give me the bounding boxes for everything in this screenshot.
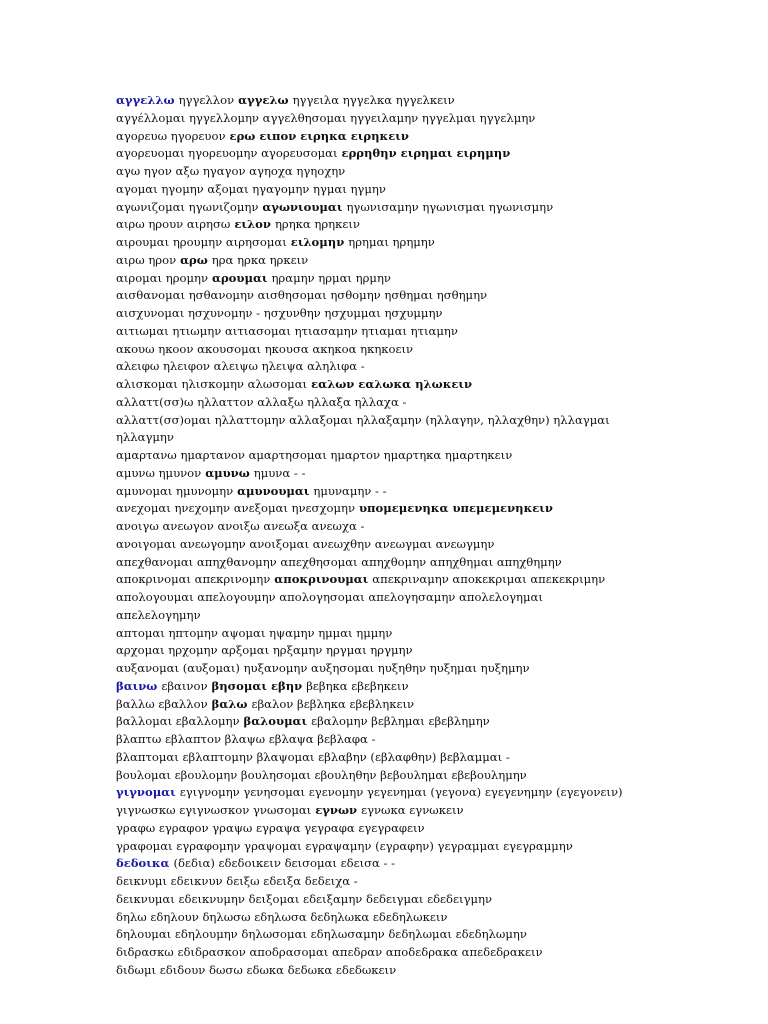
bold-form: αρουμαι — [212, 270, 268, 285]
verb-entry-line — [116, 110, 746, 128]
verb-entry-line — [116, 625, 746, 643]
verb-form-text: βουλομαι εβουλομην βουλησομαι εβουληθην βεβουλημαι εβεβουλημην — [116, 767, 527, 782]
verb-form-text: αγομαι ηγομην αξομαι ηγαγομην ηγμαι ηγμην — [116, 181, 386, 196]
verb-form-text: ηγγειλα ηγγελκα ηγγελκειν — [292, 93, 455, 107]
verb-entry-line — [116, 500, 746, 518]
verb-entry-line — [116, 696, 746, 714]
verb-form-text: αρχομαι ηρχομην αρξομαι ηρξαμην ηργμαι ηργμην — [116, 643, 413, 658]
bold-form: αρω — [180, 252, 208, 267]
bold-form: βησομαι εβην — [211, 678, 303, 693]
verb-entry-line — [116, 642, 746, 660]
verb-form-text: αισθανομαι ησθανομην αισθησομαι ησθομην ησθημαι ησθημην — [116, 288, 488, 303]
verb-form-text: εβαινον — [161, 678, 208, 693]
verb-entry-line — [116, 571, 746, 589]
verb-entry-line — [116, 145, 746, 163]
verb-form-text: αγορευομαι ηγορευομην αγορευσομαι — [116, 146, 338, 161]
verb-form-text: βαλλομαι εβαλλομην — [116, 714, 240, 729]
verb-entry-line — [116, 802, 746, 820]
verb-form-text: αμυνω ημυνον — [116, 465, 202, 480]
verb-entry-line — [116, 554, 746, 572]
bold-form: ειλομην — [290, 235, 345, 249]
verb-entry-line — [116, 341, 746, 359]
verb-entry-line — [116, 234, 746, 252]
verb-form-text: ακουω ηκοον ακουσομαι ηκουσα ακηκοα ηκηκοειν — [116, 341, 414, 356]
verb-form-text: απεκριναμην αποκεκριμαι απεκεκριμην — [372, 572, 606, 587]
headword-link[interactable]: βαινω — [116, 678, 158, 693]
bold-form: αγγελω — [238, 93, 289, 107]
verb-form-text: αγωνιζομαι ηγωνιζομην — [116, 199, 259, 214]
verb-principal-parts-list — [116, 92, 746, 980]
verb-entry-line — [116, 376, 746, 394]
verb-form-text: αγγέλλομαι ηγγελλομην αγγελθησομαι ηγγειλαμην ηγγελμαι ηγγελμην — [116, 110, 536, 125]
verb-entry-line — [116, 394, 746, 412]
verb-form-text: γιγνωσκω εγιγνωσκον γνωσομαι — [116, 803, 312, 817]
verb-entry-line — [116, 713, 746, 731]
verb-form-text: αποκρινομαι απεκρινομην — [116, 572, 271, 587]
verb-form-text: αισχυνομαι ησχυνομην - ησχυνθην ησχυμμαι ησχυμμην — [116, 306, 443, 320]
verb-form-text: διδρασκω εδιδρασκον αποδρασομαι απεδραν αποδεδρακα απεδεδρακειν — [116, 945, 543, 959]
verb-entry-line — [116, 678, 746, 696]
verb-entry-line — [116, 891, 746, 909]
verb-entry-line — [116, 128, 746, 146]
bold-form: εαλων εαλωκα ηλωκειν — [311, 377, 473, 391]
verb-form-text: εγιγνομην γενησομαι εγενομην γεγενημαι (γεγονα) εγεγενημην (εγεγονειν) — [179, 785, 623, 800]
verb-form-text: απελελογημην — [116, 607, 201, 622]
verb-form-text: ηρηκα ηρηκειν — [274, 217, 360, 232]
verb-form-text: βλαπτομαι εβλαπτομην βλαψομαι εβλαβην (εβλαφθην) βεβλαμμαι - — [116, 749, 510, 764]
verb-form-text: ηρημαι ηρημην — [348, 235, 435, 249]
verb-form-text: απτομαι ηπτομην αψομαι ηψαμην ημμαι ημμην — [116, 625, 393, 640]
verb-entry-line — [116, 962, 746, 980]
bold-form: ειλον — [234, 217, 271, 232]
verb-form-text: εβαλον βεβληκα εβεβληκειν — [251, 696, 415, 711]
verb-form-text: ηλλαγμην — [116, 430, 174, 445]
verb-entry-line — [116, 252, 746, 270]
verb-entry-line — [116, 199, 746, 217]
verb-entry-line — [116, 838, 746, 856]
bold-form: αγωνιουμαι — [262, 199, 343, 214]
verb-form-text: δηλω εδηλουν δηλωσω εδηλωσα δεδηλωκα εδεδηλωκειν — [116, 909, 448, 924]
verb-form-text: γραφω εγραφον γραψω εγραψα γεγραφα εγεγραφειν — [116, 820, 425, 835]
verb-entry-line — [116, 660, 746, 678]
bold-form: αποκρινουμαι — [274, 572, 369, 587]
verb-form-text: δηλουμαι εδηλουμην δηλωσομαι εδηλωσαμην δεδηλωμαι εδεδηλωμην — [116, 927, 527, 942]
verb-entry-line — [116, 909, 746, 927]
verb-entry-line — [116, 589, 746, 607]
bold-form: αμυνω — [205, 465, 250, 480]
verb-form-text: απολογουμαι απελογουμην απολογησομαι απελογησαμην απολελογημαι — [116, 590, 543, 604]
verb-form-text: ημυνα - - — [253, 465, 306, 480]
verb-form-text: ηραμην ηρμαι ηρμην — [271, 270, 391, 285]
verb-form-text: αυξανομαι (αυξομαι) ηυξανομην αυξησομαι ηυξηθην ηυξημαι ηυξημην — [116, 661, 530, 675]
verb-entry-line — [116, 181, 746, 199]
bold-form: βαλουμαι — [243, 714, 308, 729]
verb-entry-line — [116, 607, 746, 625]
verb-entry-line — [116, 270, 746, 288]
verb-form-text: αιρουμαι ηρουμην αιρησομαι — [116, 235, 287, 249]
verb-entry-line — [116, 163, 746, 181]
verb-form-text: βλαπτω εβλαπτον βλαψω εβλαψα βεβλαφα - — [116, 732, 376, 746]
verb-form-text: ηγωνισαμην ηγωνισμαι ηγωνισμην — [346, 199, 554, 214]
verb-entry-line — [116, 429, 746, 447]
bold-form: υπομεμενηκα υπεμεμενηκειν — [359, 501, 553, 516]
verb-form-text: βαλλω εβαλλον — [116, 696, 208, 711]
verb-entry-line — [116, 518, 746, 536]
verb-form-text: γραφομαι εγραφομην γραψομαι εγραψαμην (εγραφην) γεγραμμαι εγεγραμμην — [116, 838, 573, 853]
verb-form-text: αιτιωμαι ητιωμην αιτιασομαι ητιασαμην ητιαμαι ητιαμην — [116, 323, 458, 338]
verb-entry-line — [116, 465, 746, 483]
verb-entry-line — [116, 784, 746, 802]
verb-entry-line — [116, 92, 746, 110]
verb-entry-line — [116, 305, 746, 323]
verb-form-text: εγνωκα εγνωκειν — [361, 803, 464, 817]
bold-form: βαλω — [211, 696, 248, 711]
verb-form-text: αμαρτανω ημαρτανον αμαρτησομαι ημαρτον ημαρτηκα ημαρτηκειν — [116, 448, 513, 462]
verb-entry-line — [116, 287, 746, 305]
verb-form-text: αμυνομαι ημυνομην — [116, 483, 234, 498]
verb-form-text: εβαλομην βεβλημαι εβεβλημην — [311, 714, 490, 729]
verb-form-text: διδωμι εδιδουν δωσω εδωκα δεδωκα εδεδωκειν — [116, 962, 397, 977]
verb-form-text: αλλαττ(σσ)ομαι ηλλαττομην αλλαξομαι ηλλαξαμην (ηλλαγην, ηλλαχθην) ηλλαγμαι — [116, 412, 610, 427]
verb-form-text: δεικνυμαι εδεικνυμην δειξομαι εδειξαμην δεδειγμαι εδεδειγμην — [116, 891, 493, 906]
verb-entry-line — [116, 483, 746, 501]
headword-link[interactable]: αγγελλω — [116, 93, 175, 107]
verb-entry-line — [116, 447, 746, 465]
headword-link[interactable]: γιγνομαι — [116, 785, 176, 800]
verb-form-text: αγω ηγον αξω ηγαγον αγηοχα ηγηοχην — [116, 164, 346, 178]
verb-form-text: αλλαττ(σσ)ω ηλλαττον αλλαξω ηλλαξα ηλλαχα - — [116, 394, 407, 409]
verb-entry-line — [116, 926, 746, 944]
verb-form-text: ηγγελλον — [178, 93, 235, 107]
verb-form-text: ημυναμην - - — [313, 483, 387, 498]
verb-form-text: δεικνυμι εδεικνυν δειξω εδειξα δεδειχα - — [116, 874, 358, 888]
verb-entry-line — [116, 358, 746, 376]
verb-entry-line — [116, 767, 746, 785]
verb-form-text: ανοιγομαι ανεωγομην ανοιξομαι ανεωχθην ανεωγμαι ανεωγμην — [116, 536, 495, 551]
verb-form-text: αλειφω ηλειφον αλειψω ηλειψα αληλιφα - — [116, 359, 365, 374]
verb-entry-line — [116, 216, 746, 234]
headword-link[interactable]: δεδοικα — [116, 856, 170, 871]
bold-form: εγνων — [315, 803, 358, 817]
verb-form-text: ηρα ηρκα ηρκειν — [211, 252, 309, 267]
verb-entry-line — [116, 820, 746, 838]
verb-entry-line — [116, 855, 746, 873]
verb-form-text: ανεχομαι ηνεχομην ανεξομαι ηνεσχομην — [116, 501, 355, 516]
bold-form: ερω ειπον ειρηκα ειρηκειν — [229, 128, 409, 143]
verb-form-text: αιρω ηρον — [116, 252, 177, 267]
verb-entry-line — [116, 323, 746, 341]
verb-form-text: αλισκομαι ηλισκομην αλωσομαι — [116, 377, 308, 391]
verb-form-text: ανοιγω ανεωγον ανοιξω ανεωξα ανεωχα - — [116, 519, 365, 533]
verb-form-text: αιρω ηρουν αιρησω — [116, 217, 231, 232]
bold-form: αμυνουμαι — [237, 483, 310, 498]
bold-form: ερρηθην ειρημαι ειρημην — [341, 146, 511, 161]
verb-entry-line — [116, 873, 746, 891]
verb-entry-line — [116, 749, 746, 767]
verb-form-text: βεβηκα εβεβηκειν — [306, 678, 409, 693]
verb-form-text: απεχθανομαι απηχθανομην απεχθησομαι απηχθομην απηχθημαι απηχθημην — [116, 554, 562, 569]
verb-form-text: αγορευω ηγορευον — [116, 128, 226, 143]
verb-entry-line — [116, 536, 746, 554]
verb-form-text: (δεδια) εδεδοικειν δεισομαι εδεισα - - — [173, 856, 396, 871]
verb-entry-line — [116, 944, 746, 962]
verb-entry-line — [116, 731, 746, 749]
verb-entry-line — [116, 412, 746, 430]
verb-form-text: αιρομαι ηρομην — [116, 270, 209, 285]
